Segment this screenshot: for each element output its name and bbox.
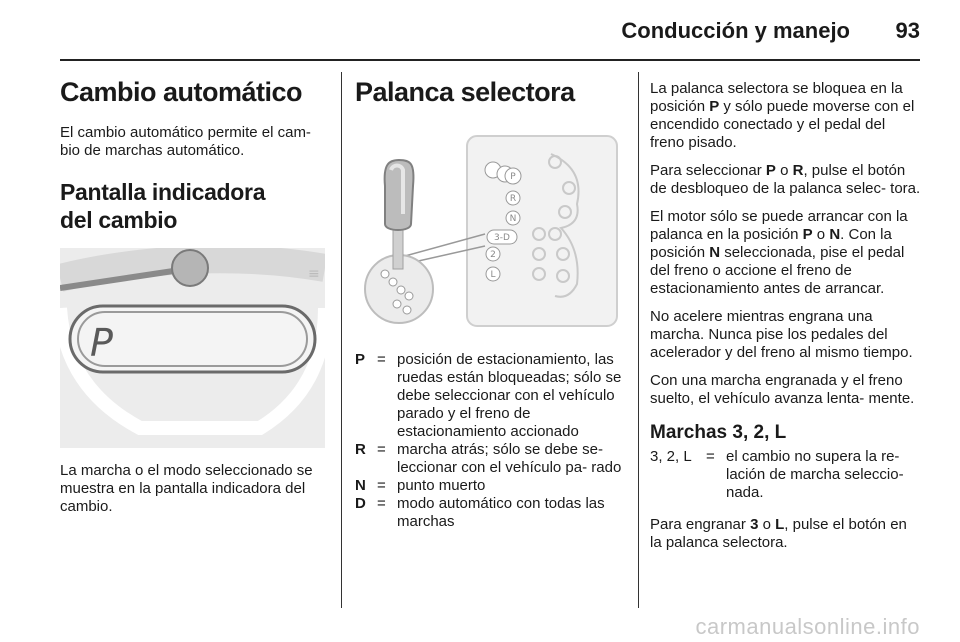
definition-row xyxy=(355,351,625,441)
gate-label-l: L xyxy=(490,270,496,280)
definition-equals: = xyxy=(706,448,715,465)
column-divider-2 xyxy=(638,72,639,608)
intro-paragraph: El cambio automático permite el cam- bio de marchas automático. xyxy=(60,124,311,159)
subsection-heading: Pantalla indicadora del cambio xyxy=(60,179,266,233)
definition-text: posición de estacionamiento, las ruedas están bloqueadas; sólo se debe seleccionar con el vehículo parado y el freno de estacionamiento accionado xyxy=(397,351,622,440)
gate-label-2: 2 xyxy=(490,250,496,260)
paragraph-no-accelerate: No acelere mientras engrana una marcha. Nunca pise los pedales del acelerador y del freno al mismo tiempo. xyxy=(650,308,913,361)
page-number: 93 xyxy=(895,18,920,43)
paragraph-vehicle-creeps: Con una marcha engranada y el freno suelto, el vehículo avanza lenta- mente. xyxy=(650,372,915,407)
display-gear-letter: P xyxy=(90,321,113,365)
paragraph-engine-start: El motor sólo se puede arrancar con la palanca en la posición P o N. Con la posición N seleccionada, pise el pedal del freno o accione el freno de estacionamiento antes de arrancar. xyxy=(650,208,908,297)
needle-hub xyxy=(172,250,208,286)
gate-label-r: R xyxy=(509,194,517,204)
subsection-heading-gears: Marchas 3, 2, L xyxy=(650,422,787,443)
gear-321-definition xyxy=(650,448,922,502)
gate-label-n: N xyxy=(509,214,517,224)
column-right xyxy=(650,80,922,562)
definition-equals: = xyxy=(377,351,386,368)
gear-display-illustration xyxy=(60,248,325,448)
section-heading: Cambio automático xyxy=(60,77,303,107)
definition-row xyxy=(355,477,625,495)
definition-key: P xyxy=(355,351,366,368)
definition-equals: = xyxy=(377,441,386,458)
svg-text:≡: ≡ xyxy=(308,266,320,282)
definition-key: N xyxy=(355,477,366,494)
definition-text: el cambio no supera la re- lación de marcha seleccio- nada. xyxy=(726,448,904,501)
definition-text: punto muerto xyxy=(397,477,486,494)
paragraph-lock: La palanca selectora se bloquea en la posición P y sólo puede moverse con el encendido conectado y el pedal del freno pisado. xyxy=(650,80,915,151)
paragraph-engage-3-l: Para engranar 3 o L, pulse el botón en la palanca selectora. xyxy=(650,516,907,551)
gate-label-p: P xyxy=(510,172,516,182)
column-left xyxy=(60,72,325,526)
watermark-text: carmanualsonline.info xyxy=(695,614,920,639)
definition-key: R xyxy=(355,441,366,458)
definition-text: marcha atrás; sólo se debe se- leccionar con el vehículo pa- rado xyxy=(397,441,622,476)
column-divider-1 xyxy=(341,72,342,608)
definition-equals: = xyxy=(377,477,386,494)
selector-lever-illustration xyxy=(355,124,625,339)
definition-row xyxy=(650,448,922,502)
definition-text: modo automático con todas las marchas xyxy=(397,495,605,530)
definition-key: D xyxy=(355,495,366,512)
column-middle xyxy=(355,72,625,531)
definition-row xyxy=(355,441,625,477)
definition-key: 3, 2, L xyxy=(650,448,692,465)
gear-definitions xyxy=(355,351,625,531)
page-header-title: Conducción y manejo xyxy=(621,18,850,43)
definition-equals: = xyxy=(377,495,386,512)
figure-caption: La marcha o el modo seleccionado se muestra en la pantalla indicadora del cambio. xyxy=(60,462,313,515)
lever-knob xyxy=(385,160,414,230)
definition-row xyxy=(355,495,625,531)
gate-label-3d: 3-D xyxy=(494,233,510,243)
section-heading-selector: Palanca selectora xyxy=(355,77,575,107)
paragraph-select-p-r: Para seleccionar P o R, pulse el botón de desbloqueo de la palanca selec- tora. xyxy=(650,162,921,197)
header-rule xyxy=(60,59,920,61)
